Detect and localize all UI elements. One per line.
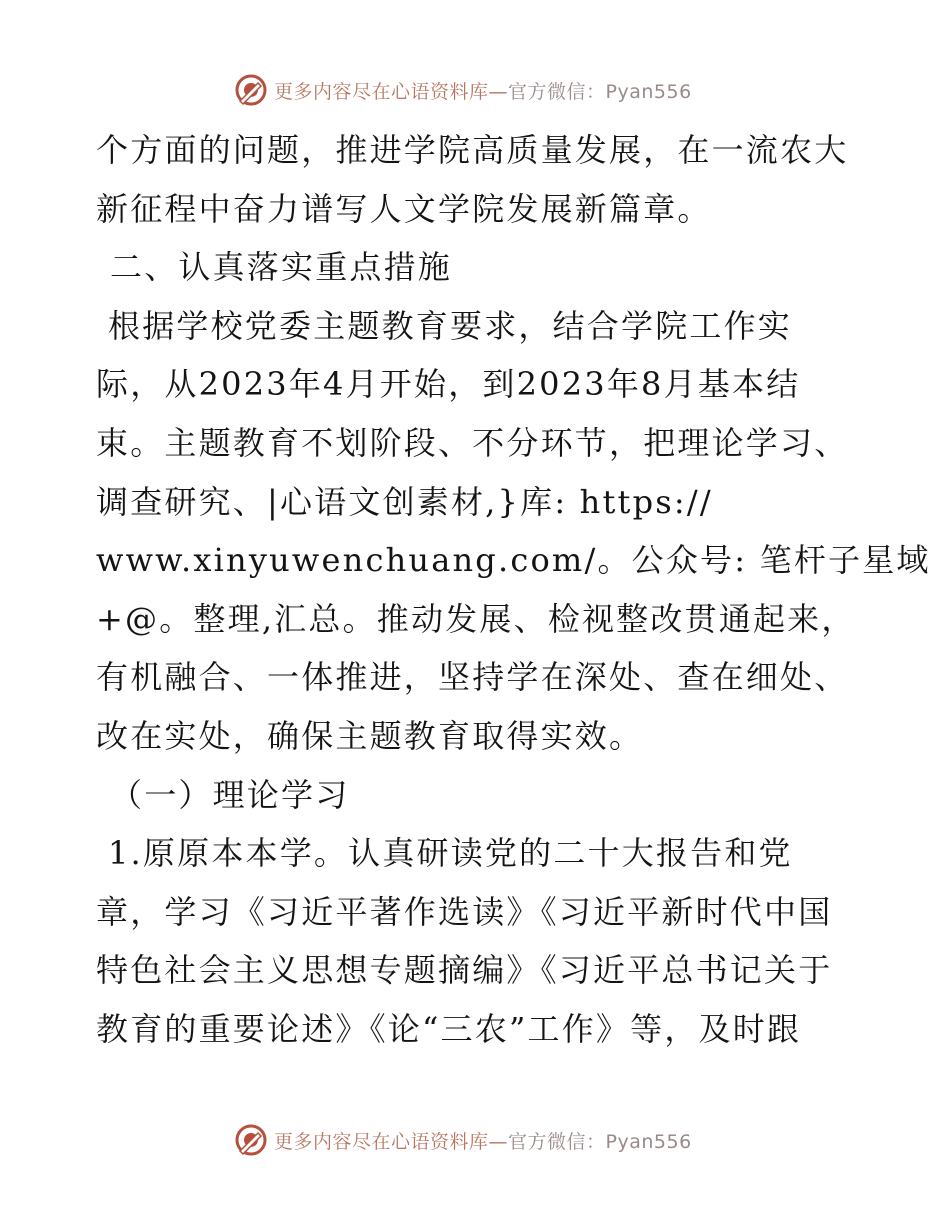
body-line: 新征程中奋力谱写人文学院发展新篇章。 [96, 189, 712, 228]
body-line: 调查研究、|心语文创素材,}库: https:// [96, 482, 713, 521]
body-line: 个方面的问题，推进学院高质量发展，在一流农大 [96, 131, 849, 169]
document-body [96, 121, 931, 1059]
body-line: 际，从2023年4月开始，到2023年8月基本结 [96, 365, 801, 404]
body-line: 根据学校党委主题教育要求，结合学院工作实 [108, 306, 793, 345]
header-watermark-wechat: 官方微信：Pyan556 [508, 80, 692, 103]
body-line: 改在实处，确保主题教育取得实效。 [96, 716, 644, 755]
pen-logo-icon [234, 73, 268, 107]
body-line: 章，学习《习近平著作选读》《习近平新时代中国 [96, 892, 833, 931]
header-watermark-text [274, 77, 692, 104]
body-line: +@。整理,汇总。推动发展、检视整改贯通起来， [96, 599, 856, 638]
body-line: 1.原原本本学。认真研读党的二十大报告和党 [108, 834, 793, 873]
footer-watermark [234, 1122, 714, 1158]
section-heading: 二、认真落实重点措施 [110, 248, 453, 287]
body-line: 教育的重要论述》《论“三农”工作》等，及时跟 [96, 1009, 802, 1048]
body-line: 特色社会主义思想专题摘编》《习近平总书记关于 [96, 951, 833, 990]
body-line: 有机融合、一体推进，坚持学在深处、查在细处、 [96, 658, 849, 697]
footer-watermark-wechat: 官方微信：Pyan556 [508, 1130, 692, 1153]
subsection-heading: （一）理论学习 [110, 775, 350, 814]
footer-watermark-main: 更多内容尽在心语资料库— [274, 1130, 509, 1153]
header-watermark [234, 72, 714, 108]
body-line: 束。主题教育不划阶段、不分环节，把理论学习、 [96, 423, 849, 462]
body-line: www.xinyuwenchuang.com/。公众号: 笔杆子星域 [96, 541, 931, 580]
header-watermark-main: 更多内容尽在心语资料库— [274, 80, 509, 103]
footer-watermark-text [274, 1127, 692, 1154]
pen-logo-icon [234, 1123, 268, 1157]
